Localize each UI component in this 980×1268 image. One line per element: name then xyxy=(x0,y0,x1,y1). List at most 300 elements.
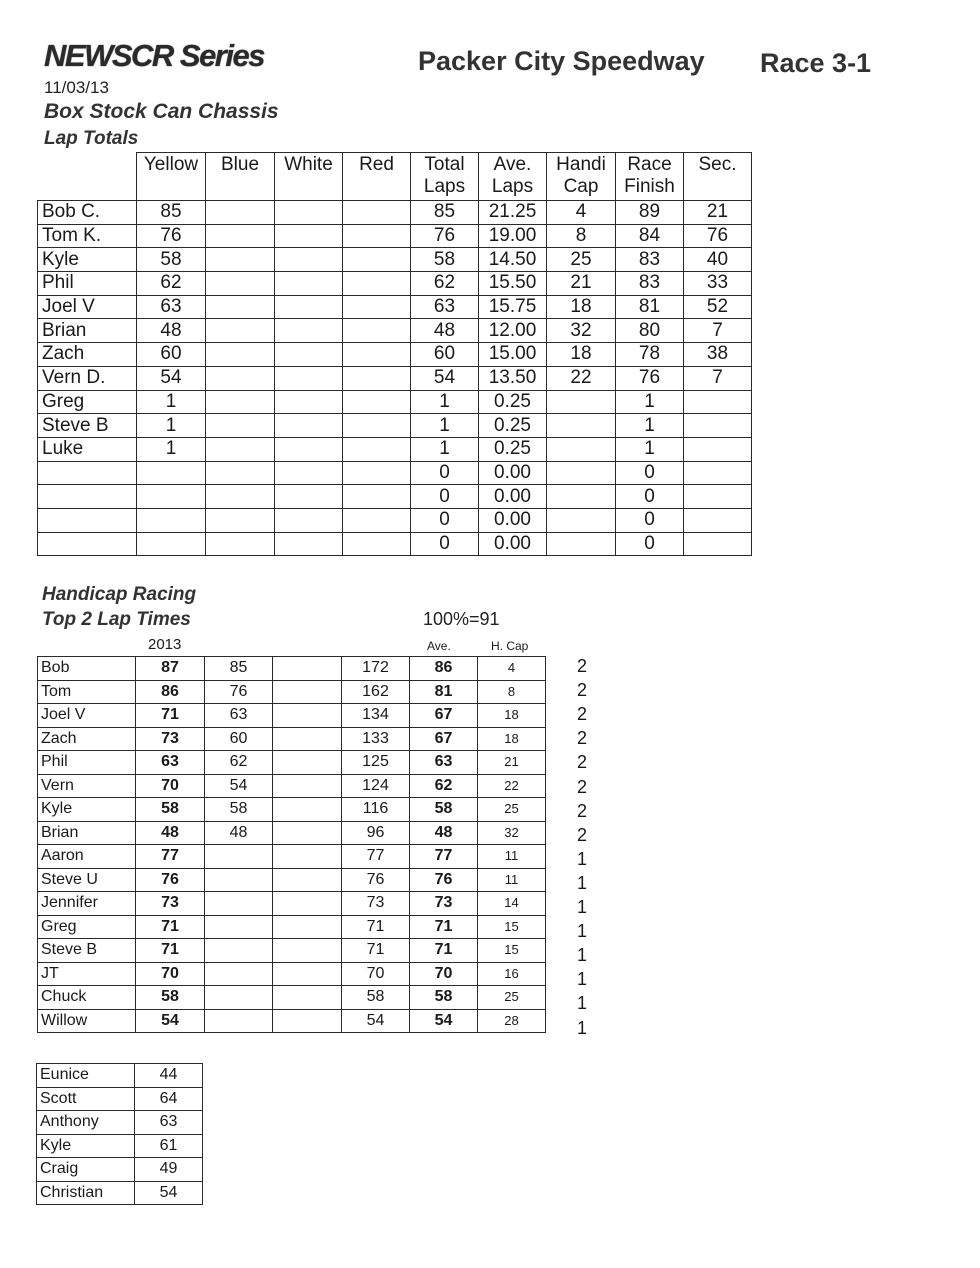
lap-cell xyxy=(343,224,411,248)
table-row xyxy=(38,680,546,704)
lap-cell: 7 xyxy=(684,319,752,343)
lap-cell xyxy=(343,319,411,343)
lap-cell: 18 xyxy=(547,343,616,367)
average-cell: 54 xyxy=(410,1009,478,1033)
handicap-cell: 4 xyxy=(478,657,546,681)
handicap-cell: 28 xyxy=(478,1009,546,1033)
lap-cell xyxy=(684,508,752,532)
lap-cell: 21.25 xyxy=(479,201,547,225)
lap-cell: 85 xyxy=(137,201,206,225)
lap-cell xyxy=(684,461,752,485)
lap-cell: 76 xyxy=(616,366,684,390)
lap-cell xyxy=(273,892,342,916)
lap-cell: 54 xyxy=(411,366,479,390)
lap-cell: 0 xyxy=(411,508,479,532)
lap-cell xyxy=(137,508,206,532)
lap-cell xyxy=(206,390,275,414)
lap-cell xyxy=(206,319,275,343)
racer-name xyxy=(38,485,137,509)
lap-cell: 15.75 xyxy=(479,295,547,319)
racer-name: Steve U xyxy=(38,868,136,892)
total-cell: 125 xyxy=(342,751,410,775)
lap-cell xyxy=(137,485,206,509)
lap-cell xyxy=(343,485,411,509)
column-header: Ave. Laps xyxy=(479,153,547,201)
racer-name: Phil xyxy=(38,751,136,775)
race-count: 1 xyxy=(576,921,587,942)
lap-cell xyxy=(684,437,752,461)
race-number: Race 3-1 xyxy=(760,48,872,78)
column-header: Handi Cap xyxy=(547,153,616,201)
lap-cell: 48 xyxy=(411,319,479,343)
lap-cell xyxy=(206,295,275,319)
racer-name: Jennifer xyxy=(38,892,136,916)
lap-cell xyxy=(684,390,752,414)
best-lap-cell: 48 xyxy=(136,821,205,845)
table-row xyxy=(38,868,546,892)
lap-cell: 1 xyxy=(616,414,684,438)
total-cell: 172 xyxy=(342,657,410,681)
lap-cell xyxy=(343,343,411,367)
lap-cell: 0 xyxy=(616,461,684,485)
handicap-cell: 15 xyxy=(478,915,546,939)
lap-cell xyxy=(273,1009,342,1033)
handicap-cell: 11 xyxy=(478,845,546,869)
race-count: 1 xyxy=(576,848,587,869)
handicap-cell: 32 xyxy=(478,821,546,845)
lap-cell xyxy=(206,248,275,272)
table-row xyxy=(38,295,752,319)
series-title: NEWSCR Series xyxy=(44,38,264,73)
lap-cell: 60 xyxy=(137,343,206,367)
racer-name: Tom xyxy=(38,680,136,704)
lap-cell: 12.00 xyxy=(479,319,547,343)
lap-cell: 13.50 xyxy=(479,366,547,390)
lap-cell xyxy=(205,915,273,939)
lap-cell: 54 xyxy=(135,1181,203,1205)
lap-cell: 1 xyxy=(137,414,206,438)
lap-cell: 58 xyxy=(411,248,479,272)
lap-cell xyxy=(273,845,342,869)
hcap-label: H. Cap xyxy=(491,639,529,653)
average-cell: 76 xyxy=(410,868,478,892)
lap-cell: 7 xyxy=(684,366,752,390)
lap-cell xyxy=(205,986,273,1010)
lap-cell: 52 xyxy=(684,295,752,319)
lap-cell xyxy=(275,366,343,390)
race-count: 2 xyxy=(576,800,587,821)
column-header: White xyxy=(275,153,343,201)
best-lap-cell: 71 xyxy=(136,939,205,963)
table-row xyxy=(38,821,546,845)
lap-cell xyxy=(275,272,343,296)
lap-cell: 0 xyxy=(616,532,684,556)
average-cell: 63 xyxy=(410,751,478,775)
racer-name: Brian xyxy=(38,821,136,845)
lap-cell xyxy=(684,485,752,509)
lap-cell xyxy=(205,892,273,916)
table-row xyxy=(38,508,752,532)
race-count: 2 xyxy=(576,776,587,797)
best-lap-cell: 54 xyxy=(136,1009,205,1033)
table-row xyxy=(38,390,752,414)
lap-cell: 62 xyxy=(411,272,479,296)
lap-cell: 0.25 xyxy=(479,390,547,414)
lap-cell: 63 xyxy=(135,1111,203,1135)
lap-cell: 32 xyxy=(547,319,616,343)
handicap-cell: 25 xyxy=(478,986,546,1010)
lap-cell xyxy=(206,508,275,532)
handicap-title: Handicap Racing xyxy=(42,584,197,605)
lap-cell: 21 xyxy=(547,272,616,296)
total-cell: 77 xyxy=(342,845,410,869)
lap-cell: 62 xyxy=(205,751,273,775)
lap-cell xyxy=(343,272,411,296)
lap-cell: 14.50 xyxy=(479,248,547,272)
table-row xyxy=(38,461,752,485)
racer-name: Anthony xyxy=(37,1111,135,1135)
lap-cell xyxy=(275,343,343,367)
lap-cell xyxy=(205,1009,273,1033)
racer-name xyxy=(38,532,137,556)
table-row xyxy=(38,939,546,963)
ave-label: Ave. xyxy=(427,639,451,653)
total-cell: 76 xyxy=(342,868,410,892)
lap-cell: 78 xyxy=(616,343,684,367)
best-lap-cell: 77 xyxy=(136,845,205,869)
average-cell: 62 xyxy=(410,774,478,798)
lap-cell: 0 xyxy=(616,485,684,509)
racer-name: Joel V xyxy=(38,704,136,728)
average-cell: 71 xyxy=(410,939,478,963)
lap-cell xyxy=(273,962,342,986)
race-count: 1 xyxy=(576,993,587,1014)
average-cell: 70 xyxy=(410,962,478,986)
year-label: 2013 xyxy=(148,636,182,653)
lap-cell xyxy=(343,461,411,485)
race-count: 2 xyxy=(576,752,587,773)
lap-cell: 1 xyxy=(137,437,206,461)
race-count: 1 xyxy=(576,1017,587,1038)
lap-cell xyxy=(273,939,342,963)
table-row xyxy=(38,201,752,225)
lap-cell: 63 xyxy=(411,295,479,319)
best-lap-cell: 73 xyxy=(136,892,205,916)
handicap-cell: 8 xyxy=(478,680,546,704)
table-row xyxy=(38,1009,546,1033)
lap-cell xyxy=(343,295,411,319)
lap-cell: 61 xyxy=(135,1134,203,1158)
lap-cell xyxy=(273,915,342,939)
racer-name: Tom K. xyxy=(38,224,137,248)
lap-cell: 0 xyxy=(411,461,479,485)
lap-cell xyxy=(206,201,275,225)
racer-name: Eunice xyxy=(37,1064,135,1088)
lap-cell: 62 xyxy=(137,272,206,296)
handicap-table xyxy=(37,656,546,1033)
table-row xyxy=(37,1134,203,1158)
best-lap-cell: 86 xyxy=(136,680,205,704)
best-lap-cell: 76 xyxy=(136,868,205,892)
lap-cell: 63 xyxy=(137,295,206,319)
lap-cell xyxy=(343,532,411,556)
handicap-cell: 14 xyxy=(478,892,546,916)
lap-cell: 0 xyxy=(411,485,479,509)
lap-cell: 0.00 xyxy=(479,461,547,485)
table-row xyxy=(37,1181,203,1205)
lap-cell xyxy=(206,366,275,390)
racer-name: Kyle xyxy=(38,248,137,272)
lap-cell xyxy=(343,414,411,438)
lap-cell: 4 xyxy=(547,201,616,225)
handicap-cell: 22 xyxy=(478,774,546,798)
lap-cell xyxy=(275,295,343,319)
lap-cell: 1 xyxy=(411,414,479,438)
race-count: 2 xyxy=(576,824,587,845)
racer-name: Steve B xyxy=(38,939,136,963)
table-row xyxy=(38,892,546,916)
racer-name: Kyle xyxy=(38,798,136,822)
column-header: Red xyxy=(343,153,411,201)
table-row xyxy=(38,798,546,822)
column-header: Sec. xyxy=(684,153,752,201)
best-lap-cell: 71 xyxy=(136,915,205,939)
lap-cell xyxy=(343,390,411,414)
lap-cell xyxy=(205,939,273,963)
lap-cell: 15.00 xyxy=(479,343,547,367)
total-cell: 124 xyxy=(342,774,410,798)
racer-name: Joel V xyxy=(38,295,137,319)
lap-cell xyxy=(137,532,206,556)
lap-cell xyxy=(273,986,342,1010)
lap-cell xyxy=(206,224,275,248)
lap-cell xyxy=(205,962,273,986)
lap-cell: 81 xyxy=(616,295,684,319)
extras-table xyxy=(36,1063,203,1205)
best-lap-cell: 58 xyxy=(136,986,205,1010)
lap-cell xyxy=(343,437,411,461)
table-row xyxy=(38,319,752,343)
racer-name: Zach xyxy=(38,343,137,367)
total-cell: 54 xyxy=(342,1009,410,1033)
average-cell: 48 xyxy=(410,821,478,845)
total-cell: 133 xyxy=(342,727,410,751)
lap-cell xyxy=(206,343,275,367)
lap-cell xyxy=(205,868,273,892)
table-row xyxy=(38,485,752,509)
lap-cell xyxy=(273,751,342,775)
lap-cell xyxy=(343,201,411,225)
racer-name: Aaron xyxy=(38,845,136,869)
lap-cell xyxy=(205,845,273,869)
lap-cell: 8 xyxy=(547,224,616,248)
lap-cell: 0.00 xyxy=(479,532,547,556)
lap-cell xyxy=(343,508,411,532)
racer-name: Bob xyxy=(38,657,136,681)
racer-name: Phil xyxy=(38,272,137,296)
lap-cell: 58 xyxy=(205,798,273,822)
lap-cell xyxy=(547,414,616,438)
racer-name: Luke xyxy=(38,437,137,461)
lap-cell xyxy=(275,508,343,532)
racer-name: Vern D. xyxy=(38,366,137,390)
lap-cell: 54 xyxy=(205,774,273,798)
lap-cell xyxy=(275,224,343,248)
racer-name: Zach xyxy=(38,727,136,751)
best-lap-cell: 87 xyxy=(136,657,205,681)
handicap-cell: 11 xyxy=(478,868,546,892)
lap-cell xyxy=(275,201,343,225)
lap-cell: 85 xyxy=(205,657,273,681)
race-date: 11/03/13 xyxy=(44,78,109,97)
lap-cell xyxy=(275,248,343,272)
handicap-subtitle: Top 2 Lap Times xyxy=(42,609,191,630)
lap-cell: 48 xyxy=(205,821,273,845)
best-lap-cell: 71 xyxy=(136,704,205,728)
racer-name: Craig xyxy=(37,1158,135,1182)
lap-cell xyxy=(275,437,343,461)
average-cell: 71 xyxy=(410,915,478,939)
lap-cell: 0.25 xyxy=(479,437,547,461)
total-cell: 73 xyxy=(342,892,410,916)
lap-cell xyxy=(275,319,343,343)
lap-cell: 1 xyxy=(411,390,479,414)
lap-cell: 0 xyxy=(616,508,684,532)
table-row xyxy=(38,986,546,1010)
lap-cell xyxy=(273,798,342,822)
table-row xyxy=(38,532,752,556)
racer-name: Greg xyxy=(38,390,137,414)
total-cell: 58 xyxy=(342,986,410,1010)
lap-cell: 1 xyxy=(411,437,479,461)
best-lap-cell: 70 xyxy=(136,962,205,986)
total-cell: 162 xyxy=(342,680,410,704)
table-row xyxy=(38,437,752,461)
racer-name: Chuck xyxy=(38,986,136,1010)
racer-name: Greg xyxy=(38,915,136,939)
race-count: 2 xyxy=(576,680,587,701)
lap-cell xyxy=(206,485,275,509)
lap-cell: 84 xyxy=(616,224,684,248)
lap-cell xyxy=(206,437,275,461)
lap-cell: 60 xyxy=(205,727,273,751)
lap-cell xyxy=(275,390,343,414)
lap-cell: 22 xyxy=(547,366,616,390)
handicap-cell: 16 xyxy=(478,962,546,986)
column-header: Total Laps xyxy=(411,153,479,201)
racer-name: Kyle xyxy=(37,1134,135,1158)
race-count: 2 xyxy=(576,728,587,749)
racer-name: Scott xyxy=(37,1087,135,1111)
lap-cell: 60 xyxy=(411,343,479,367)
lap-cell: 76 xyxy=(137,224,206,248)
lap-cell: 40 xyxy=(684,248,752,272)
handicap-cell: 18 xyxy=(478,727,546,751)
lap-cell: 58 xyxy=(137,248,206,272)
total-cell: 71 xyxy=(342,939,410,963)
table-row xyxy=(38,272,752,296)
lap-cell xyxy=(275,532,343,556)
table-row xyxy=(38,704,546,728)
handicap-cell: 18 xyxy=(478,704,546,728)
total-cell: 71 xyxy=(342,915,410,939)
table-row xyxy=(38,727,546,751)
table-row xyxy=(38,962,546,986)
lap-cell: 54 xyxy=(137,366,206,390)
lap-cell xyxy=(547,508,616,532)
column-header: Yellow xyxy=(137,153,206,201)
table-row xyxy=(37,1064,203,1088)
percent-note: 100%=91 xyxy=(423,609,500,629)
racer-name: Steve B xyxy=(38,414,137,438)
table-row xyxy=(38,366,752,390)
table-row xyxy=(38,248,752,272)
average-cell: 58 xyxy=(410,986,478,1010)
lap-cell: 64 xyxy=(135,1087,203,1111)
average-cell: 58 xyxy=(410,798,478,822)
lap-cell: 89 xyxy=(616,201,684,225)
lap-cell xyxy=(547,437,616,461)
lap-cell xyxy=(547,461,616,485)
lap-cell: 83 xyxy=(616,272,684,296)
lap-totals-header-row xyxy=(38,153,752,201)
handicap-cell: 21 xyxy=(478,751,546,775)
lap-cell: 85 xyxy=(411,201,479,225)
table-row xyxy=(38,915,546,939)
lap-cell: 83 xyxy=(616,248,684,272)
average-cell: 67 xyxy=(410,727,478,751)
race-count: 1 xyxy=(576,872,587,893)
lap-cell: 80 xyxy=(616,319,684,343)
lap-cell: 38 xyxy=(684,343,752,367)
table-row xyxy=(38,224,752,248)
table-row xyxy=(37,1158,203,1182)
lap-cell xyxy=(273,680,342,704)
lap-cell: 76 xyxy=(205,680,273,704)
total-cell: 70 xyxy=(342,962,410,986)
column-header: Race Finish xyxy=(616,153,684,201)
lap-cell: 0.00 xyxy=(479,485,547,509)
lap-cell xyxy=(273,704,342,728)
lap-cell: 63 xyxy=(205,704,273,728)
lap-cell xyxy=(684,414,752,438)
lap-cell xyxy=(275,485,343,509)
lap-totals-table xyxy=(37,152,752,556)
racer-name: Willow xyxy=(38,1009,136,1033)
racer-name: Christian xyxy=(37,1181,135,1205)
lap-totals-label: Lap Totals xyxy=(44,128,139,149)
lap-cell xyxy=(273,727,342,751)
racer-name: Brian xyxy=(38,319,137,343)
lap-cell xyxy=(275,461,343,485)
lap-cell xyxy=(547,485,616,509)
lap-cell: 44 xyxy=(135,1064,203,1088)
average-cell: 77 xyxy=(410,845,478,869)
class-name: Box Stock Can Chassis xyxy=(44,100,279,123)
lap-cell: 76 xyxy=(411,224,479,248)
race-count: 2 xyxy=(576,704,587,725)
lap-cell: 76 xyxy=(684,224,752,248)
lap-cell: 1 xyxy=(616,390,684,414)
header-blank-cell xyxy=(38,153,137,201)
table-row xyxy=(38,845,546,869)
lap-cell xyxy=(273,774,342,798)
race-count: 2 xyxy=(576,656,587,676)
lap-cell: 0.25 xyxy=(479,414,547,438)
total-cell: 134 xyxy=(342,704,410,728)
lap-cell: 18 xyxy=(547,295,616,319)
lap-cell: 19.00 xyxy=(479,224,547,248)
